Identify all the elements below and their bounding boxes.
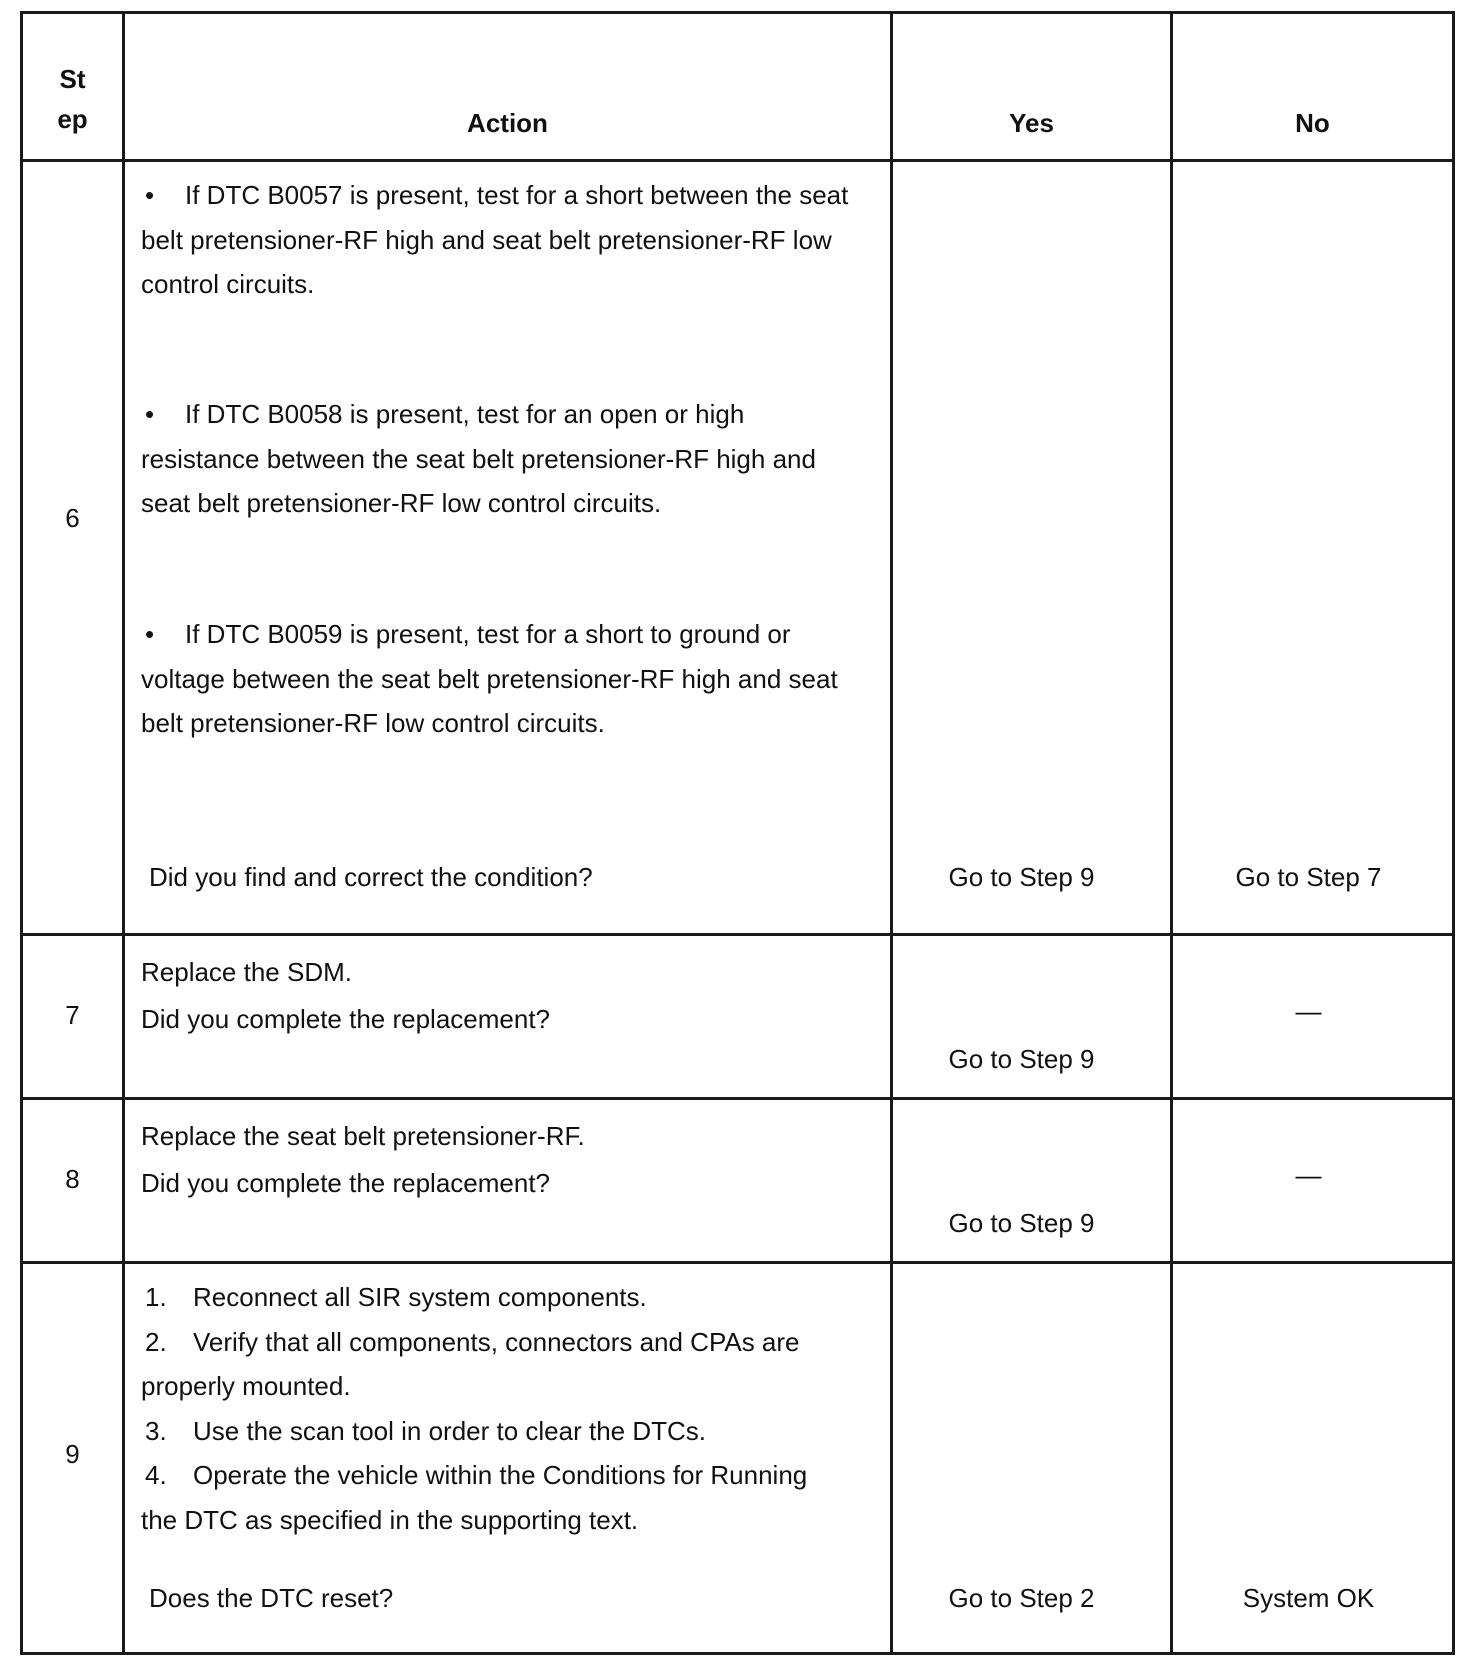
header-no: No	[1172, 13, 1454, 161]
step-cell	[22, 1263, 124, 1654]
yes-result: Go to Step 9	[948, 1044, 1095, 1074]
list-item: 3. Use the scan tool in order to clear the DTCs.	[145, 1415, 707, 1446]
no-cell	[1172, 161, 1454, 935]
no-result: —	[1295, 1160, 1322, 1190]
table-row	[22, 1263, 1454, 1654]
list-item: 1. Reconnect all SIR system components.	[145, 1282, 647, 1312]
table-row	[22, 935, 1454, 1099]
bullet-icon: •	[145, 399, 155, 429]
action-line: Did you complete the replacement?	[141, 1168, 551, 1198]
yes-cell	[892, 935, 1172, 1099]
action-cell	[124, 161, 892, 935]
step-number: 6	[65, 503, 80, 533]
list-item: 2. Verify that all components, connectors and CPAs are properly mounted.	[141, 1326, 800, 1401]
question: Did you find and correct the condition?	[149, 862, 593, 892]
step-cell	[22, 1099, 124, 1263]
step-number: 9	[65, 1439, 80, 1469]
numbered-list	[141, 1275, 850, 1542]
bullet-item: • If DTC B0057 is present, test for a short between the seat belt pretensioner-RF high and seat belt pretensioner-RF low control circuits.	[141, 173, 850, 307]
yes-cell	[892, 1263, 1172, 1654]
action-line: Replace the SDM.	[141, 957, 352, 987]
step-cell	[22, 161, 124, 935]
yes-result: Go to Step 9	[948, 1208, 1095, 1238]
list-item: 4. Operate the vehicle within the Conditions for Running the DTC as specified in the supporting text.	[141, 1460, 808, 1535]
header-row	[22, 13, 1454, 161]
question: Does the DTC reset?	[149, 1583, 394, 1613]
action-cell	[124, 935, 892, 1099]
bullet-icon: •	[145, 619, 155, 649]
action-cell	[124, 1099, 892, 1263]
step-cell	[22, 935, 124, 1099]
action-line: Replace the seat belt pretensioner-RF.	[141, 1121, 585, 1151]
no-result: Go to Step 7	[1235, 862, 1382, 892]
no-result: System OK	[1242, 1583, 1375, 1613]
yes-result: Go to Step 9	[948, 862, 1095, 892]
no-cell	[1172, 1099, 1454, 1263]
yes-result: Go to Step 2	[948, 1583, 1095, 1613]
no-cell	[1172, 935, 1454, 1099]
step-number: 8	[65, 1164, 80, 1194]
action-line: Did you complete the replacement?	[141, 1004, 551, 1034]
table-row	[22, 1099, 1454, 1263]
header-action: Action	[124, 13, 892, 161]
step-number: 7	[65, 1000, 80, 1030]
no-cell	[1172, 1263, 1454, 1654]
yes-cell	[892, 1099, 1172, 1263]
no-result: —	[1295, 996, 1322, 1026]
header-yes: Yes	[892, 13, 1172, 161]
table-row	[22, 161, 1454, 935]
diagnostic-table	[20, 11, 1455, 1655]
header-step: St ep	[22, 13, 124, 161]
yes-cell	[892, 161, 1172, 935]
action-cell	[124, 1263, 892, 1654]
bullet-item: • If DTC B0059 is present, test for a short to ground or voltage between the seat belt pretensioner-RF high and seat belt pretensioner-RF low control circuits.	[141, 612, 850, 746]
bullet-item: • If DTC B0058 is present, test for an open or high resistance between the seat belt pretensioner-RF high and seat belt pretensioner-RF low control circuits.	[141, 392, 850, 526]
bullet-icon: •	[145, 180, 155, 210]
